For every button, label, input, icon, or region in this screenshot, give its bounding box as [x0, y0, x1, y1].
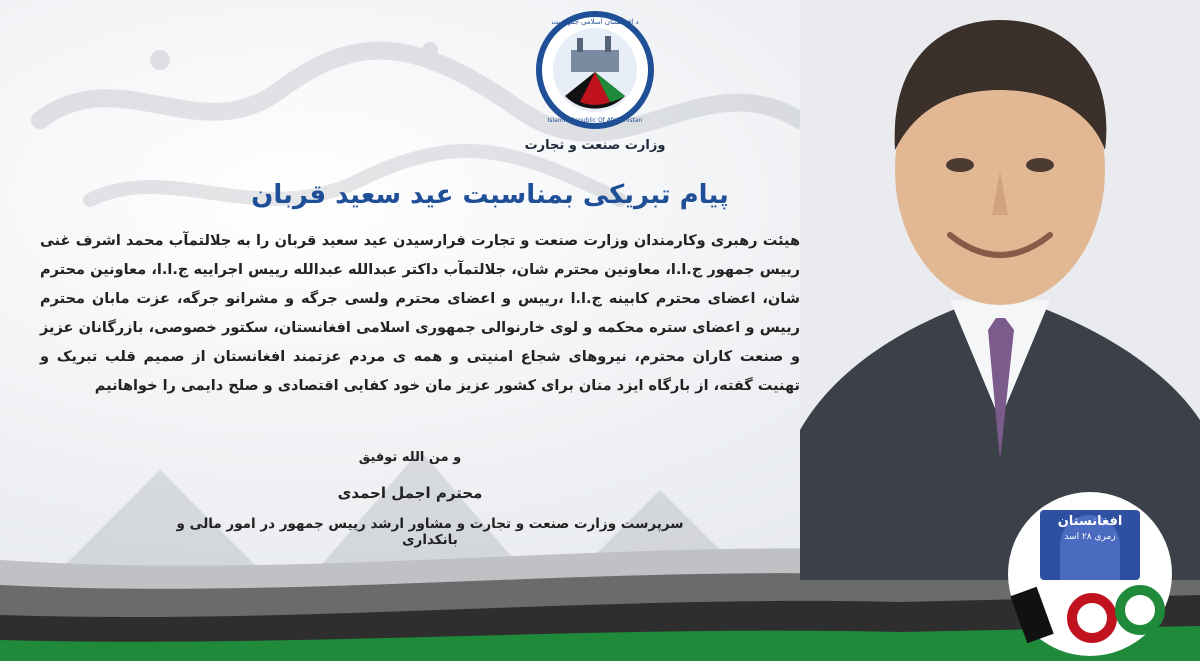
signer-title: سرپرست وزارت صنعت و تجارت و مشاور ارشد رییس جمهور در امور مالی و بانکداری	[176, 516, 684, 548]
signer-name: محترم اجمل احمدی	[337, 484, 483, 502]
message-body: هیئت رهبری وکارمندان وزارت صنعت و تجارت فرارسیدن عید سعید قربان را به جلالتمآب محمد اشرف غنی رییس جمهور ج.ا.ا، معاونین محترم شان، جلالتمآب داکتر عبدالله عبدالله رییس اجراییه ج.ا.ا، معاونین محترم شان، اعضای محترم کابینه ج.ا.ا ،رییس و اعضای محترم ولسی جرگه و مشرانو جرگه، عزت مابان محترم رییس و اعضای ستره محکمه و لوی خارنوالی جمهوری اسلامی افغانستان، سکتور خصوصی، بازرگانان عزیز و صنعت کاران محترم، نیروهای شجاع امنیتی و همه ی مردم عزتمند افغانستان از صمیم قلب تبریک و تهنیت گفته، از بارگاه ایزد منان برای کشور عزیز مان خود کفایی اقتصادی و صلح دایمی را خواهانیم	[40, 233, 800, 394]
svg-text:Islamic Republic Of Afghanista: Islamic Republic Of Afghanistan	[547, 117, 643, 124]
emblem-subtitle: زمری ۲۸ اسد	[1064, 532, 1116, 542]
ministry-name: وزارت صنعت و تجارت	[524, 138, 666, 153]
calligraphy-watermark	[0, 0, 820, 260]
ministry-logo	[535, 10, 655, 130]
closing-phrase: و من الله توفیق	[358, 450, 462, 465]
svg-text:د افغانستان اسلامی جمهوریت: د افغانستان اسلامی جمهوریت	[551, 18, 639, 26]
message-title: پیام تبریکی بمناسبت عید سعید قربان	[251, 180, 729, 210]
emblem-country: افغانستان	[1057, 514, 1123, 529]
